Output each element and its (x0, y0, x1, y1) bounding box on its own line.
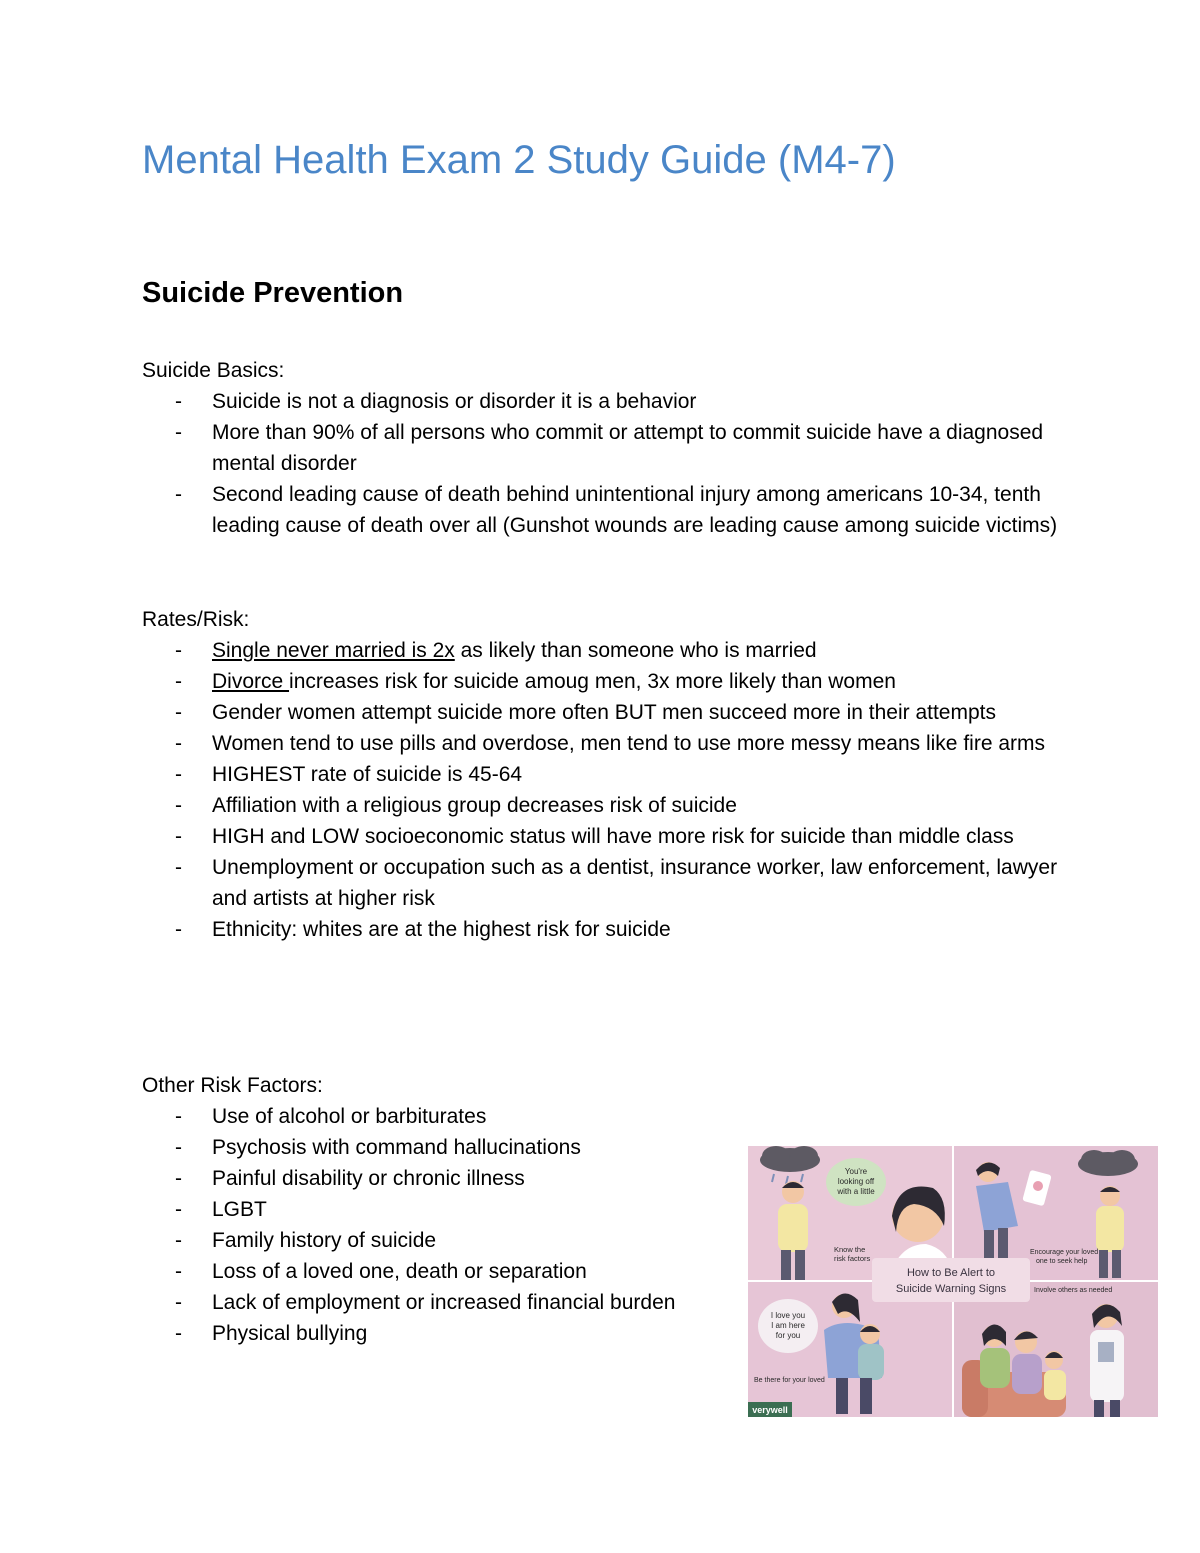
caption-text: Involve others as needed (1034, 1287, 1113, 1294)
other-risk-factors-section (142, 1070, 742, 1349)
infographic-title: Suicide Warning Signs (895, 1283, 1007, 1295)
list-item: - Painful disability or chronic illness (142, 1163, 742, 1194)
list-item: - Loss of a loved one, death or separation (142, 1256, 742, 1287)
bubble-text: for you (775, 1331, 801, 1340)
section-heading: Suicide Prevention (142, 277, 404, 309)
bubble-text: with a little (837, 1187, 875, 1196)
suicide-warning-signs-infographic (748, 1146, 1158, 1417)
underlined-text: Single never married is 2x (212, 639, 455, 662)
caption-text: Encourage your loved (1030, 1249, 1099, 1256)
item-text: increases risk for suicide amoug men, 3x more likely than women (289, 670, 896, 693)
list-item: - Affiliation with a religious group decreases risk of suicide (142, 790, 1072, 821)
bullet-list (142, 386, 1072, 541)
section-label: Rates/Risk: (142, 608, 250, 631)
list-item: - Unemployment or occupation such as a dentist, insurance worker, law enforcement, lawyer and artists at higher risk (142, 852, 1072, 914)
caption-text: risk factors (834, 1254, 871, 1263)
caption-text: one to seek help (1036, 1258, 1088, 1265)
list-item: - Suicide is not a diagnosis or disorder it is a behavior (142, 386, 1072, 417)
bubble-text: I love you (770, 1311, 806, 1320)
section-label: Suicide Basics: (142, 359, 285, 382)
list-item: - HIGH and LOW socioeconomic status will have more risk for suicide than middle class (142, 821, 1072, 852)
bubble-text: You're (844, 1167, 868, 1176)
item-text: as likely than someone who is married (454, 639, 817, 662)
infographic-title: How to Be Alert to (906, 1267, 996, 1279)
list-item: - Second leading cause of death behind unintentional injury among americans 10-34, tenth leading cause of death over all (Gunshot wounds are leading cause among suicide victims) (142, 479, 1072, 541)
bubble-text: looking off (837, 1177, 875, 1186)
document-title: Mental Health Exam 2 Study Guide (M4-7) (142, 138, 896, 182)
caption-text: Know the (834, 1245, 866, 1254)
section-label: Other Risk Factors: (142, 1074, 323, 1097)
underlined-text: Divorce (212, 670, 290, 693)
list-item: - More than 90% of all persons who commit or attempt to commit suicide have a diagnosed mental disorder (142, 417, 1072, 479)
verywell-logo (748, 1402, 792, 1417)
list-item: - Use of alcohol or barbiturates (142, 1101, 742, 1132)
brand-text: verywell (752, 1405, 788, 1415)
bullet-list (142, 635, 1072, 945)
list-item: - Psychosis with command hallucinations (142, 1132, 742, 1163)
suicide-basics-section (142, 355, 1072, 541)
infographic-title-box (872, 1258, 1030, 1302)
caption-text: Be there for your loved (754, 1377, 825, 1384)
list-item: - Ethnicity: whites are at the highest risk for suicide (142, 914, 1072, 945)
list-item (142, 666, 1072, 697)
bullet-list (142, 1101, 742, 1349)
speech-bubble (826, 1158, 886, 1206)
list-item: - Lack of employment or increased financial burden (142, 1287, 742, 1318)
doctor-figure (1090, 1304, 1124, 1417)
list-item: - LGBT (142, 1194, 742, 1225)
clipboard-icon (1098, 1342, 1114, 1362)
list-item: - Women tend to use pills and overdose, men tend to use more messy means like fire arms (142, 728, 1072, 759)
bubble-text: I am here (771, 1321, 805, 1330)
list-item (142, 635, 1072, 666)
list-item: - Physical bullying (142, 1318, 742, 1349)
list-item: - Gender women attempt suicide more often BUT men succeed more in their attempts (142, 697, 1072, 728)
rain-cloud-icon (1078, 1150, 1138, 1176)
list-item: - Family history of suicide (142, 1225, 742, 1256)
speech-bubble (758, 1299, 818, 1353)
rates-risk-section (142, 604, 1072, 945)
list-item: - HIGHEST rate of suicide is 45-64 (142, 759, 1072, 790)
